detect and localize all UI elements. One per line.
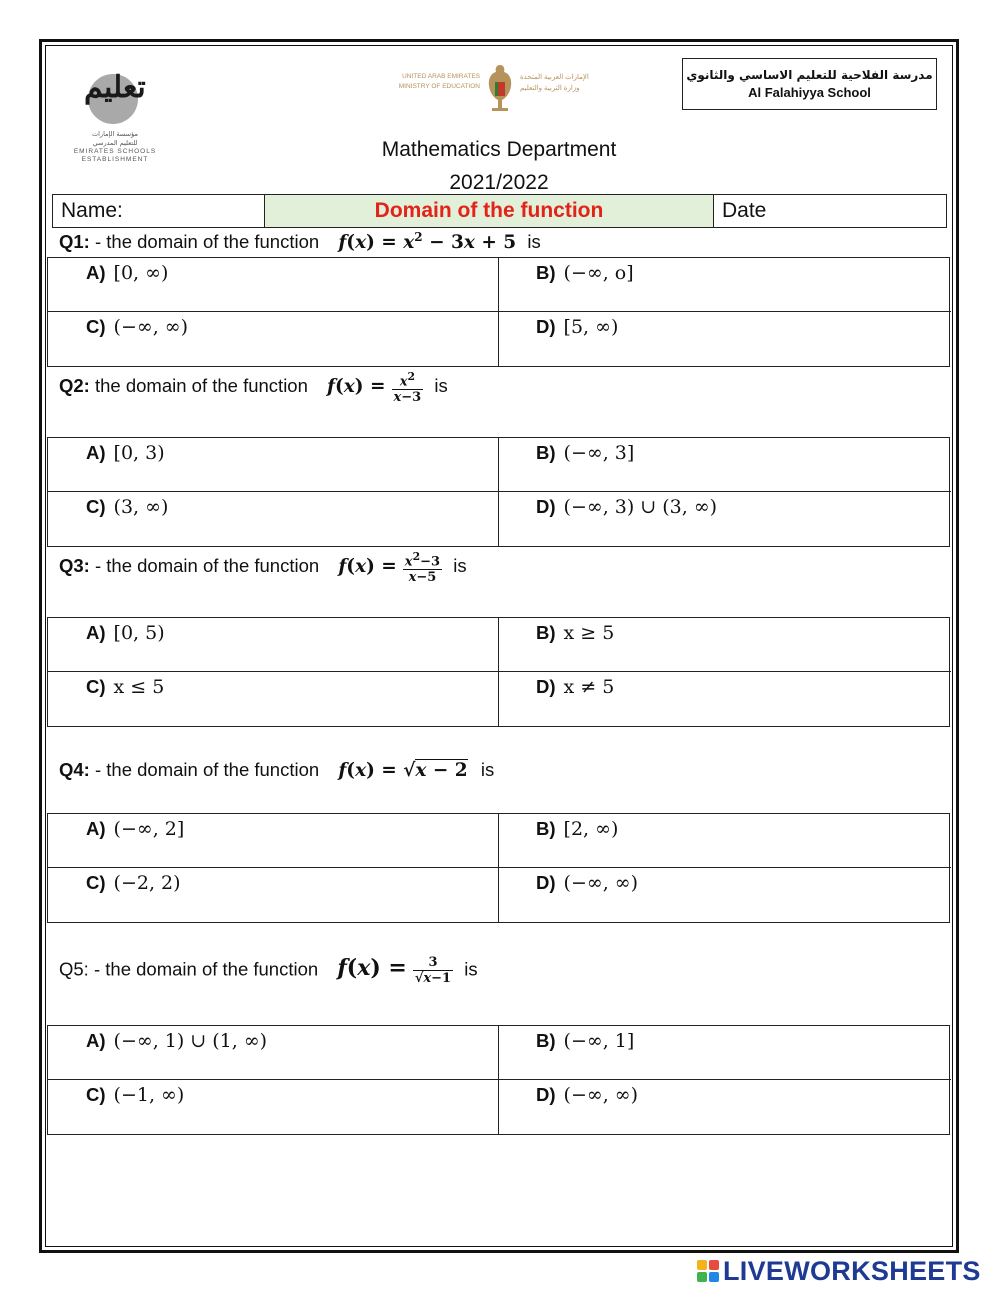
option-letter: C) — [86, 316, 106, 337]
option-d[interactable] — [499, 492, 951, 546]
option-letter: A) — [86, 622, 106, 643]
logo-sub-en-2: ESTABLISHMENT — [81, 156, 149, 163]
options-grid-q5 — [47, 1025, 950, 1135]
question-label: Q4: — [59, 759, 90, 780]
options-grid-q3 — [47, 617, 950, 727]
question-suffix: is — [453, 555, 467, 577]
option-letter: A) — [86, 262, 106, 283]
option-value: x ≤ 5 — [113, 676, 165, 698]
function-formula: f(x) = — [327, 376, 386, 398]
option-value: (−∞, 2] — [113, 818, 185, 840]
option-value: (−∞, ∞) — [563, 872, 639, 894]
option-letter: D) — [536, 676, 556, 697]
question-1 — [59, 230, 541, 253]
option-b[interactable] — [499, 438, 951, 492]
emirates-schools-logo — [70, 68, 160, 170]
option-value: (−2, 2) — [113, 872, 181, 894]
question-suffix: is — [434, 375, 448, 397]
logo-word: تعليم — [84, 70, 146, 105]
ministry-en-1: UNITED ARAB EMIRATES — [402, 73, 480, 80]
option-letter: D) — [536, 872, 556, 893]
option-a[interactable] — [48, 1026, 499, 1080]
option-letter: B) — [536, 1030, 556, 1051]
option-c[interactable] — [48, 672, 499, 726]
school-name-en: Al Falahiyya School — [748, 85, 871, 100]
school-name-box — [682, 58, 937, 110]
name-row — [52, 194, 947, 228]
option-letter: D) — [536, 316, 556, 337]
logo-sub-en-1: EMIRATES SCHOOLS — [73, 148, 157, 155]
function-formula: f(x) = — [337, 955, 407, 982]
liveworksheets-brand[interactable] — [697, 1256, 981, 1286]
falcon-emblem-icon — [484, 62, 516, 116]
option-letter: C) — [86, 496, 106, 517]
option-value: [0, 3) — [113, 442, 165, 464]
question-4 — [59, 759, 494, 781]
option-d[interactable] — [499, 868, 951, 922]
option-value: (−∞, ∞) — [113, 316, 189, 338]
option-c[interactable] — [48, 868, 499, 922]
option-value: [0, ∞) — [113, 262, 169, 284]
option-value: x ≥ 5 — [563, 622, 615, 644]
question-5 — [59, 955, 478, 986]
question-3 — [59, 549, 467, 585]
question-prefix: - the domain of the function — [89, 231, 320, 253]
name-label: Name: — [61, 199, 123, 222]
option-c[interactable] — [48, 312, 499, 366]
question-prefix: the domain of the function — [89, 375, 308, 397]
function-formula: $f(x) = x^2 - 3x + 5$ — [338, 230, 517, 254]
option-letter: A) — [86, 1030, 106, 1051]
option-b[interactable] — [499, 258, 951, 312]
fraction: $\frac{3}{√x-1}$ — [414, 955, 452, 986]
option-letter: B) — [536, 818, 556, 839]
brand-text: LIVEWORKSHEETS — [723, 1255, 981, 1286]
option-d[interactable] — [499, 672, 951, 726]
options-grid-q2 — [47, 437, 950, 547]
question-prefix: - the domain of the function — [88, 958, 319, 980]
department-heading — [300, 133, 698, 199]
question-suffix: is — [527, 231, 541, 253]
question-prefix: - the domain of the function — [89, 555, 320, 577]
liveworksheets-logo-icon — [697, 1260, 719, 1282]
date-field[interactable] — [714, 195, 946, 227]
option-a[interactable] — [48, 814, 499, 868]
option-value: [5, ∞) — [563, 316, 619, 338]
logo-sub-ar-1: مؤسسة الإمارات — [92, 130, 138, 138]
option-value: [0, 5) — [113, 622, 165, 644]
question-label: Q1: — [59, 231, 90, 253]
date-label: Date — [722, 199, 767, 222]
question-suffix: is — [480, 759, 495, 780]
option-a[interactable] — [48, 618, 499, 672]
ministry-en-2: MINISTRY OF EDUCATION — [398, 83, 480, 90]
option-value: (−1, ∞) — [113, 1084, 185, 1106]
ministry-ar-1: الإمارات العربية المتحدة — [520, 74, 589, 81]
option-letter: C) — [86, 676, 106, 697]
option-value: (−∞, 3) ∪ (3, ∞) — [563, 496, 718, 518]
fraction: $\frac{x^2-3}{x-5}$ — [404, 550, 441, 586]
question-label: Q3: — [59, 555, 90, 577]
options-grid-q1 — [47, 257, 950, 367]
option-letter: B) — [536, 262, 556, 283]
option-a[interactable] — [48, 438, 499, 492]
option-value: (−∞, ∞) — [563, 1084, 639, 1106]
option-d[interactable] — [499, 312, 951, 366]
option-letter: B) — [536, 622, 556, 643]
worksheet-title: Domain of the function — [265, 195, 714, 227]
department-name: Mathematics Department — [381, 138, 617, 161]
option-value: [2, ∞) — [563, 818, 619, 840]
option-c[interactable] — [48, 1080, 499, 1134]
option-value: x ≠ 5 — [563, 676, 615, 698]
option-value: (−∞, 3] — [563, 442, 635, 464]
option-letter: D) — [536, 496, 556, 517]
options-grid-q4 — [47, 813, 950, 923]
ministry-ar-2: وزارة التربية والتعليم — [520, 85, 580, 92]
option-b[interactable] — [499, 1026, 951, 1080]
option-a[interactable] — [48, 258, 499, 312]
academic-year: 2021/2022 — [449, 171, 549, 194]
question-2 — [59, 369, 448, 405]
option-letter: B) — [536, 442, 556, 463]
function-formula: f(x) = — [338, 556, 397, 578]
question-label: Q5: — [59, 958, 89, 980]
ministry-logo — [380, 60, 620, 122]
option-letter: A) — [86, 818, 106, 839]
question-label: Q2: — [59, 375, 90, 397]
logo-sub-ar-2: للتعليم المدرسي — [92, 139, 138, 147]
option-letter: C) — [86, 1084, 106, 1105]
question-suffix: is — [464, 958, 478, 980]
option-letter: C) — [86, 872, 106, 893]
option-value: (−∞, o] — [563, 262, 634, 284]
option-letter: A) — [86, 442, 106, 463]
school-name-ar: مدرسة الفلاحية للتعليم الاساسي والثانوي — [686, 68, 933, 82]
question-prefix: - the domain of the function — [89, 759, 320, 780]
fraction: $\frac{x^2}{x-3}$ — [393, 370, 422, 406]
function-formula: f(x) = √x − 2 — [338, 760, 468, 781]
option-value: (−∞, 1] — [563, 1030, 635, 1052]
ministry-ar — [520, 72, 615, 94]
option-c[interactable] — [48, 492, 499, 546]
option-letter: D) — [536, 1084, 556, 1105]
option-value: (3, ∞) — [113, 496, 169, 518]
option-b[interactable] — [499, 814, 951, 868]
option-d[interactable] — [499, 1080, 951, 1134]
option-value: (−∞, 1) ∪ (1, ∞) — [113, 1030, 268, 1052]
ministry-en — [388, 72, 480, 92]
name-field[interactable] — [53, 195, 265, 227]
option-b[interactable] — [499, 618, 951, 672]
